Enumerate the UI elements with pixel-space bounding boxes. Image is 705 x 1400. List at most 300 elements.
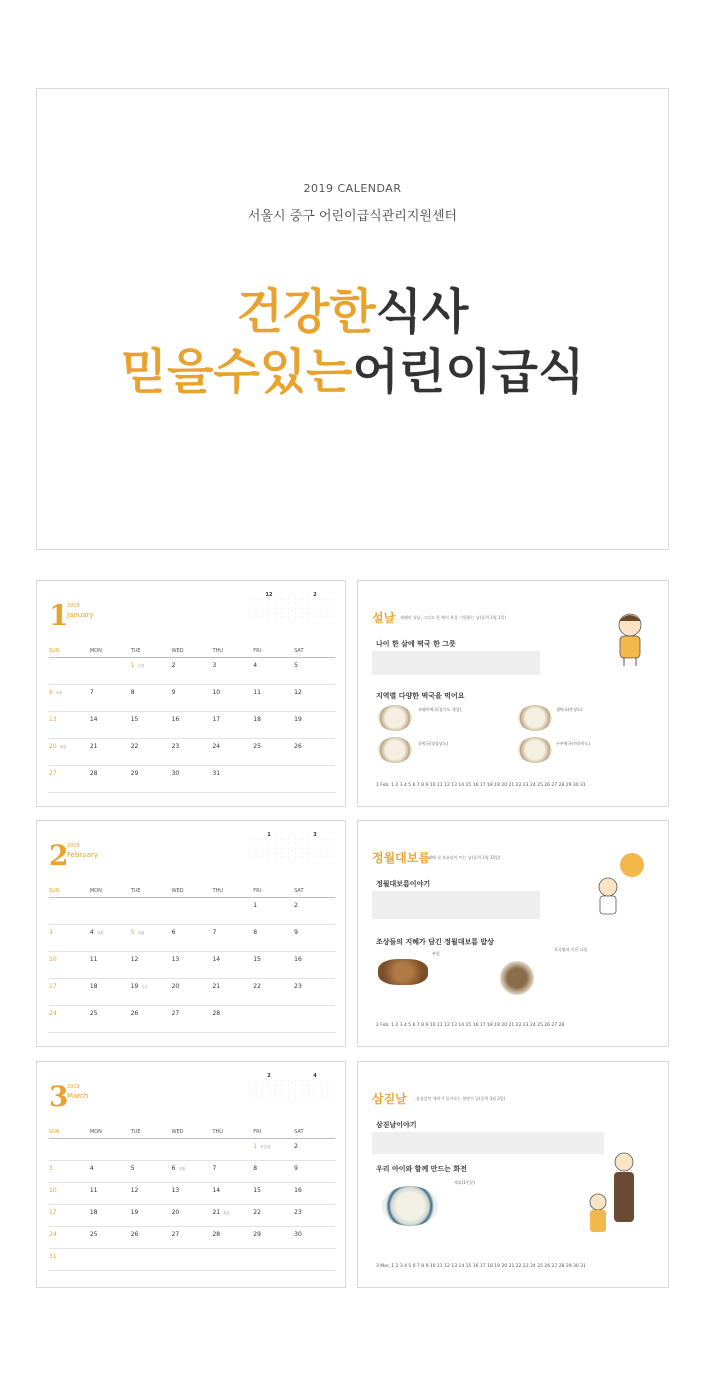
headline-2-dark: 어린이급식 bbox=[352, 344, 585, 400]
day-number: 22 bbox=[130, 743, 139, 750]
mini-day: · bbox=[281, 1096, 283, 1101]
mini-day: · bbox=[255, 1079, 257, 1084]
calendar-day bbox=[294, 1187, 335, 1204]
mini-day: · bbox=[333, 1091, 335, 1096]
day-number: 21 bbox=[212, 1209, 221, 1216]
day-number: 16 bbox=[294, 956, 302, 963]
mini-day: · bbox=[268, 838, 270, 843]
day-number: 12 bbox=[130, 1187, 139, 1194]
calendar-day bbox=[90, 1165, 131, 1182]
day-number: 9 bbox=[294, 1165, 298, 1172]
calendar-day bbox=[172, 929, 213, 951]
mini-day: · bbox=[320, 1083, 322, 1088]
mini-day: · bbox=[255, 598, 257, 603]
calendar-day bbox=[253, 743, 294, 765]
calendar-week bbox=[49, 925, 335, 952]
day-number: 7 bbox=[212, 1165, 217, 1172]
info-text-box bbox=[372, 1132, 604, 1154]
weekday-label: FRI bbox=[253, 1129, 262, 1135]
parent-child-cooking-illustration bbox=[580, 1148, 650, 1248]
calendar-day bbox=[294, 1165, 335, 1182]
day-number: 13 bbox=[49, 716, 57, 723]
day-number: 3 bbox=[49, 1165, 53, 1172]
mini-day: · bbox=[261, 838, 264, 843]
day-number: 18 bbox=[253, 716, 261, 723]
day-number: 5 bbox=[130, 1165, 135, 1172]
day-number: 16 bbox=[294, 1187, 302, 1194]
calendar-day bbox=[131, 902, 172, 924]
calendar-day bbox=[131, 662, 172, 684]
dish-image bbox=[518, 737, 552, 763]
mini-day: · bbox=[333, 855, 335, 860]
calendar-grid bbox=[49, 1126, 335, 1271]
day-number: 10 bbox=[49, 956, 57, 963]
mini-day: · bbox=[295, 1079, 297, 1084]
mini-day: · bbox=[307, 1091, 310, 1096]
calendar-day bbox=[253, 956, 294, 978]
mini-day: · bbox=[327, 855, 329, 860]
nuts-image bbox=[378, 959, 428, 985]
mini-calendar bbox=[249, 833, 289, 859]
mini-calendar-row bbox=[295, 1096, 335, 1100]
weekday-label: TUE bbox=[130, 888, 141, 894]
info-day-bar: 2 Feb. 1 2 3 4 5 6 7 8 9 10 11 12 13 14 15 16 17 18 19 20 21 22 23 24 25 26 27 28 bbox=[376, 1023, 565, 1028]
mini-calendar bbox=[249, 1074, 289, 1100]
mini-day: · bbox=[333, 598, 335, 603]
calendar-day bbox=[212, 1253, 253, 1270]
mini-day: · bbox=[307, 850, 310, 855]
mini-day: · bbox=[301, 1087, 303, 1092]
mini-day: · bbox=[301, 615, 303, 620]
mini-day: · bbox=[287, 602, 289, 607]
mini-day: · bbox=[268, 606, 270, 611]
calendar-day bbox=[49, 983, 90, 1005]
month-year: 2019 bbox=[67, 843, 80, 849]
day-note: 삼일절 bbox=[260, 1145, 271, 1149]
mini-day: · bbox=[320, 598, 322, 603]
mini-day: · bbox=[268, 1091, 270, 1096]
mini-day: · bbox=[255, 602, 257, 607]
calendar-day bbox=[253, 1165, 294, 1182]
cover-year-label: 2019 CALENDAR bbox=[303, 182, 402, 195]
dish-label: 조랭이떡국(경기도 개성) bbox=[418, 707, 462, 712]
mini-day: · bbox=[274, 606, 276, 611]
dish-image bbox=[378, 737, 412, 763]
calendar-day bbox=[49, 743, 90, 765]
calendar-day bbox=[172, 1209, 213, 1226]
bowl-image bbox=[500, 961, 534, 995]
mini-day: · bbox=[295, 1096, 297, 1101]
calendar-week bbox=[49, 1227, 335, 1249]
mini-day: · bbox=[320, 838, 322, 843]
calendar-day bbox=[212, 956, 253, 978]
weekday-label: WED bbox=[171, 1129, 184, 1135]
day-number: 8 bbox=[253, 1165, 258, 1172]
day-number: 30 bbox=[294, 1231, 302, 1238]
calendar-day bbox=[212, 1187, 253, 1204]
day-number: 23 bbox=[294, 983, 302, 990]
mini-day: · bbox=[261, 1096, 264, 1101]
mini-day: · bbox=[295, 1091, 297, 1096]
weekday-label: SAT bbox=[294, 648, 304, 654]
day-number: 16 bbox=[171, 716, 180, 723]
mini-day: · bbox=[301, 1083, 303, 1088]
month-number: 3 bbox=[49, 1080, 69, 1113]
calendar-day bbox=[294, 902, 335, 924]
weekday-label: THU bbox=[212, 648, 223, 654]
mini-day: · bbox=[287, 855, 289, 860]
mini-calendar-month: 2 bbox=[267, 1073, 271, 1079]
day-number: 2 bbox=[294, 902, 298, 909]
cover-headline-2 bbox=[37, 333, 668, 402]
calendar-day bbox=[294, 929, 335, 951]
mini-day: · bbox=[261, 615, 264, 620]
weekday-label: SUN bbox=[49, 1129, 60, 1135]
mini-day: · bbox=[274, 1087, 276, 1092]
headline-2-orange: 믿을수있는 bbox=[120, 344, 353, 400]
day-number: 29 bbox=[253, 1231, 261, 1238]
day-number: 25 bbox=[89, 1231, 98, 1238]
mini-day: · bbox=[327, 1079, 329, 1084]
day-number: 12 bbox=[130, 956, 139, 963]
mini-day: · bbox=[320, 615, 322, 620]
mini-day: · bbox=[295, 846, 297, 851]
mini-day: · bbox=[307, 606, 310, 611]
calendar-day bbox=[172, 1143, 213, 1160]
mini-day: · bbox=[261, 855, 264, 860]
mini-day: · bbox=[314, 1079, 316, 1084]
day-note: 설날 bbox=[137, 931, 145, 935]
day-number: 20 bbox=[49, 743, 57, 750]
weekday-label: MON bbox=[89, 648, 102, 654]
mini-day: · bbox=[268, 842, 270, 847]
mini-day: · bbox=[295, 1083, 297, 1088]
day-number: 6 bbox=[171, 1165, 176, 1172]
mini-day: · bbox=[295, 1087, 297, 1092]
mini-day: · bbox=[268, 846, 270, 851]
day-number: 6 bbox=[49, 689, 53, 696]
mini-day: · bbox=[281, 1083, 283, 1088]
mini-day: · bbox=[327, 842, 329, 847]
calendar-january bbox=[36, 580, 346, 807]
calendar-day bbox=[49, 1165, 90, 1182]
day-number: 13 bbox=[171, 956, 180, 963]
calendar-day bbox=[49, 1231, 90, 1248]
day-number: 19 bbox=[294, 716, 302, 723]
calendar-day bbox=[131, 983, 172, 1005]
mini-day: · bbox=[268, 598, 270, 603]
info-seollal bbox=[357, 580, 669, 807]
day-number: 25 bbox=[89, 1010, 98, 1017]
day-number: 21 bbox=[212, 983, 221, 990]
calendar-day bbox=[131, 1209, 172, 1226]
calendar-day bbox=[49, 956, 90, 978]
calendar-day bbox=[212, 770, 253, 792]
day-number: 4 bbox=[89, 929, 94, 936]
calendar-week bbox=[49, 712, 335, 739]
calendar-day bbox=[253, 770, 294, 792]
calendar-day bbox=[253, 1010, 294, 1032]
mini-day: · bbox=[295, 855, 297, 860]
mini-day: · bbox=[327, 606, 329, 611]
calendar-day bbox=[131, 716, 172, 738]
calendar-week bbox=[49, 658, 335, 685]
day-number: 19 bbox=[130, 1209, 139, 1216]
mini-day: · bbox=[295, 602, 297, 607]
day-note: 경칩 bbox=[178, 1167, 186, 1171]
mini-day: · bbox=[295, 598, 297, 603]
weekday-label: WED bbox=[171, 888, 184, 894]
day-number: 5 bbox=[130, 929, 135, 936]
mini-day: · bbox=[281, 850, 283, 855]
mini-day: · bbox=[287, 606, 289, 611]
calendar-day bbox=[212, 716, 253, 738]
mini-day: · bbox=[249, 598, 251, 603]
mini-day: · bbox=[307, 842, 310, 847]
calendar-week bbox=[49, 1161, 335, 1183]
calendar-day bbox=[90, 1010, 131, 1032]
calendar-day bbox=[90, 1231, 131, 1248]
weekday-label: SAT bbox=[294, 1129, 304, 1135]
mini-day: · bbox=[261, 1083, 264, 1088]
info-title: 설날 bbox=[372, 611, 396, 625]
mini-day: · bbox=[249, 1096, 251, 1101]
mini-day: · bbox=[274, 598, 276, 603]
info-text-box bbox=[372, 891, 540, 919]
calendar-day bbox=[49, 1187, 90, 1204]
mini-day: · bbox=[301, 846, 303, 851]
calendar-day bbox=[294, 1010, 335, 1032]
mini-day: · bbox=[255, 1091, 257, 1096]
mini-day: · bbox=[320, 846, 322, 851]
day-number: 19 bbox=[130, 983, 139, 990]
mini-day: · bbox=[281, 842, 283, 847]
info-title: 정월대보름 bbox=[372, 851, 430, 865]
mini-day: · bbox=[301, 855, 303, 860]
month-name: March bbox=[67, 1092, 89, 1100]
mini-calendar-row bbox=[249, 1096, 289, 1100]
calendar-day bbox=[131, 743, 172, 765]
mini-day: · bbox=[327, 846, 329, 851]
day-number: 15 bbox=[130, 716, 139, 723]
mini-day: · bbox=[307, 1083, 310, 1088]
info-heading-1: 정월대보름이야기 bbox=[376, 880, 431, 888]
day-number: 1 bbox=[130, 662, 135, 669]
calendar-day bbox=[172, 1231, 213, 1248]
calendar-day bbox=[172, 689, 213, 711]
mini-day: · bbox=[295, 850, 297, 855]
mini-day: · bbox=[333, 1079, 335, 1084]
mini-day: · bbox=[314, 1087, 316, 1092]
calendar-day bbox=[212, 743, 253, 765]
calendar-day bbox=[49, 1010, 90, 1032]
dish-image bbox=[518, 705, 552, 731]
calendar-day bbox=[212, 983, 253, 1005]
info-heading-2: 지역별 다양한 떡국을 먹어요 bbox=[376, 692, 465, 700]
info-heading-1: 나이 한 살에 떡국 한 그릇 bbox=[376, 640, 456, 648]
calendar-day bbox=[90, 929, 131, 951]
calendar-day bbox=[212, 689, 253, 711]
mini-day: · bbox=[281, 1087, 283, 1092]
day-number: 23 bbox=[171, 743, 180, 750]
mini-day: · bbox=[301, 1091, 303, 1096]
mini-day: · bbox=[327, 1083, 329, 1088]
calendar-day bbox=[172, 902, 213, 924]
mini-day: · bbox=[281, 838, 283, 843]
info-subtitle: 새해 첫 보름달이 뜨는 날(음력 1월 15일) bbox=[428, 855, 501, 860]
calendar-day bbox=[253, 662, 294, 684]
day-number: 3 bbox=[49, 929, 53, 936]
calendar-day bbox=[90, 716, 131, 738]
mini-day: · bbox=[307, 615, 310, 620]
mini-day: · bbox=[281, 855, 283, 860]
calendar-day bbox=[212, 1231, 253, 1248]
mini-day: · bbox=[301, 842, 303, 847]
calendar-day bbox=[172, 1253, 213, 1270]
weekday-label: THU bbox=[212, 1129, 223, 1135]
mini-day: · bbox=[301, 598, 303, 603]
mini-day: · bbox=[281, 1079, 283, 1084]
mini-day: · bbox=[274, 842, 276, 847]
day-number: 5 bbox=[294, 662, 298, 669]
mini-day: · bbox=[268, 615, 270, 620]
calendar-day bbox=[212, 1010, 253, 1032]
day-number: 24 bbox=[49, 1231, 57, 1238]
day-number: 31 bbox=[212, 770, 221, 777]
weekday-label: SUN bbox=[49, 888, 60, 894]
info-subtitle: 강남갔던 제비가 돌아오는 봄맞이 날(음력 3월 3일) bbox=[416, 1096, 506, 1101]
calendar-day bbox=[172, 1165, 213, 1182]
info-heading-2: 우리 아이와 함께 만드는 화전 bbox=[376, 1165, 467, 1173]
calendar-day bbox=[253, 1209, 294, 1226]
dish-label: 부럼 bbox=[432, 951, 440, 956]
mini-day: · bbox=[287, 1079, 289, 1084]
day-number: 27 bbox=[171, 1231, 180, 1238]
mini-day: · bbox=[333, 842, 335, 847]
mini-day: · bbox=[268, 1079, 270, 1084]
calendar-day bbox=[294, 662, 335, 684]
mini-day: · bbox=[307, 846, 310, 851]
mini-day: · bbox=[261, 598, 264, 603]
mini-calendar-month: 4 bbox=[313, 1073, 317, 1079]
info-heading-1: 삼짇날이야기 bbox=[376, 1121, 417, 1129]
calendar-week bbox=[49, 685, 335, 712]
mini-day: · bbox=[307, 610, 310, 615]
day-number: 22 bbox=[253, 1209, 261, 1216]
info-day-bar: 3 Mar. 1 2 3 4 5 6 7 8 9 10 11 12 13 14 15 16 17 18 19 20 21 22 23 24 25 26 27 28 29 30 31 bbox=[376, 1264, 586, 1269]
mini-day: · bbox=[301, 850, 303, 855]
day-number: 22 bbox=[253, 983, 261, 990]
mini-day: · bbox=[249, 610, 251, 615]
calendar-day bbox=[294, 1231, 335, 1248]
mini-day: · bbox=[333, 850, 335, 855]
day-number: 1 bbox=[253, 902, 258, 909]
dish-label: 굴떡국(경상남도) bbox=[418, 741, 449, 746]
day-number: 24 bbox=[49, 1010, 57, 1017]
mini-day: · bbox=[320, 855, 322, 860]
calendar-day bbox=[253, 689, 294, 711]
day-number: 23 bbox=[294, 1209, 302, 1216]
weekday-label: TUE bbox=[130, 648, 141, 654]
mini-day: · bbox=[249, 1087, 251, 1092]
mini-calendar bbox=[249, 593, 289, 619]
calendar-day bbox=[294, 716, 335, 738]
mini-day: · bbox=[281, 1091, 283, 1096]
day-number: 10 bbox=[49, 1187, 57, 1194]
calendar-day bbox=[49, 770, 90, 792]
calendar-february bbox=[36, 820, 346, 1047]
calendar-day bbox=[131, 956, 172, 978]
dish-label: 생떡국(충청도) bbox=[556, 707, 583, 712]
mini-day: · bbox=[314, 838, 316, 843]
mini-day: · bbox=[274, 1096, 276, 1101]
day-number: 3 bbox=[212, 662, 217, 669]
day-number: 2 bbox=[171, 662, 176, 669]
info-heading-2: 조상들의 지혜가 담긴 정월대보름 밥상 bbox=[376, 938, 494, 946]
mini-day: · bbox=[287, 1096, 289, 1101]
mini-day: · bbox=[281, 615, 283, 620]
calendar-day bbox=[172, 743, 213, 765]
dish-label: 재료(1인분) bbox=[454, 1180, 476, 1185]
calendar-week bbox=[49, 1183, 335, 1205]
mini-day: · bbox=[268, 855, 270, 860]
weekday-header bbox=[49, 1126, 335, 1139]
weekday-label: THU bbox=[212, 888, 223, 894]
calendar-day bbox=[49, 689, 90, 711]
mini-day: · bbox=[327, 598, 329, 603]
mini-calendar-month: 3 bbox=[313, 832, 317, 838]
weekday-label: SAT bbox=[294, 888, 304, 894]
day-number: 13 bbox=[171, 1187, 180, 1194]
mini-calendar-month: 2 bbox=[313, 592, 317, 598]
mini-day: · bbox=[249, 850, 251, 855]
day-note: 대한 bbox=[59, 745, 67, 749]
mini-day: · bbox=[261, 606, 264, 611]
mini-day: · bbox=[307, 855, 310, 860]
day-number: 31 bbox=[49, 1253, 57, 1260]
day-note: 춘분 bbox=[223, 1211, 230, 1215]
mini-day: · bbox=[333, 610, 335, 615]
mini-calendar bbox=[295, 833, 335, 859]
mini-day: · bbox=[287, 598, 289, 603]
calendar-day bbox=[212, 1209, 253, 1226]
mini-calendar-row bbox=[295, 615, 335, 619]
mini-day: · bbox=[255, 615, 257, 620]
mini-day: · bbox=[249, 855, 251, 860]
mini-day: · bbox=[281, 598, 283, 603]
mini-day: · bbox=[249, 838, 251, 843]
weekday-label: FRI bbox=[253, 648, 262, 654]
mini-day: · bbox=[261, 1079, 264, 1084]
mini-day: · bbox=[327, 838, 329, 843]
calendar-day bbox=[49, 929, 90, 951]
headline-1-orange: 건강한 bbox=[236, 284, 376, 340]
hwajeon-plate-image bbox=[382, 1186, 438, 1226]
cover-organization: 서울시 중구 어린이급식관리지원센터 bbox=[247, 209, 458, 224]
mini-day: · bbox=[320, 610, 322, 615]
calendar-day bbox=[172, 716, 213, 738]
weekday-label: TUE bbox=[130, 1129, 141, 1135]
calendar-week bbox=[49, 952, 335, 979]
mini-day: · bbox=[327, 615, 329, 620]
mini-day: · bbox=[314, 602, 316, 607]
calendar-day bbox=[90, 902, 131, 924]
month-number: 2 bbox=[49, 839, 69, 872]
calendar-week bbox=[49, 739, 335, 766]
mini-day: · bbox=[268, 1087, 270, 1092]
calendar-week bbox=[49, 1249, 335, 1271]
day-number: 17 bbox=[49, 983, 57, 990]
